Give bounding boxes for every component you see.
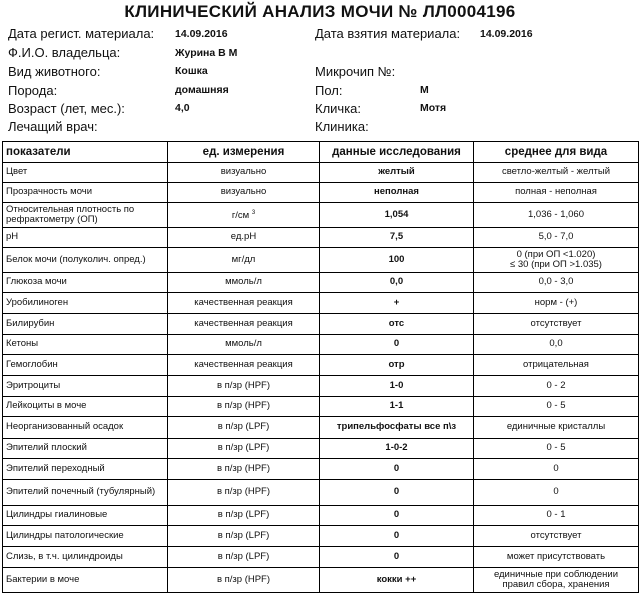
table-row <box>3 163 639 183</box>
unit-text: ммоль/л <box>225 276 262 288</box>
parameter-name: Цилиндры гиалиновые <box>3 506 168 526</box>
column-header-result: данные исследования <box>320 142 474 163</box>
table-row <box>3 376 639 397</box>
result-value: 1,054 <box>320 203 474 228</box>
species-value: Кошка <box>175 65 208 77</box>
unit-cell <box>168 376 320 397</box>
breed-label: Порода: <box>8 83 58 98</box>
reference-text: 0,0 <box>549 338 563 350</box>
clinic-label: Клиника: <box>315 119 369 134</box>
sex-value: М <box>420 84 429 96</box>
table-row <box>3 439 639 459</box>
result-value: кокки ++ <box>320 568 474 593</box>
result-value: 0 <box>320 506 474 526</box>
table-row <box>3 417 639 439</box>
unit-text: качественная реакция <box>194 358 293 370</box>
reference-text: полная - неполная <box>515 186 597 198</box>
unit-cell <box>168 314 320 335</box>
parameter-name: Уробилиноген <box>3 293 168 314</box>
parameter-name: Лейкоциты в моче <box>3 397 168 417</box>
reference-text: 0 - 5 <box>546 400 566 412</box>
result-value: 0 <box>320 526 474 547</box>
result-value: + <box>320 293 474 314</box>
parameter-name: Слизь, в т.ч. цилиндроиды <box>3 547 168 568</box>
unit-cell <box>168 248 320 273</box>
sex-label: Пол: <box>315 83 343 98</box>
unit-text: в п/зр (HPF) <box>216 462 271 474</box>
unit-cell <box>168 273 320 293</box>
parameter-name: Неорганизованный осадок <box>3 417 168 439</box>
reference-range <box>474 417 639 439</box>
unit-text: визуально <box>220 166 267 178</box>
parameter-name: Гемоглобин <box>3 355 168 376</box>
unit-text: в п/зр (HPF) <box>216 486 271 498</box>
parameter-name: Бактерии в моче <box>3 568 168 593</box>
unit-cell <box>168 163 320 183</box>
age-value: 4,0 <box>175 102 190 114</box>
column-header-unit: ед. измерения <box>168 142 320 163</box>
reference-text: 0 <box>553 462 559 474</box>
age-label: Возраст (лет, мес.): <box>8 101 125 116</box>
reference-text: 5,0 - 7,0 <box>538 231 574 243</box>
reference-range <box>474 355 639 376</box>
unit-cell <box>168 480 320 506</box>
reference-text: 0 <box>553 486 559 498</box>
table-row <box>3 335 639 355</box>
reference-text-second-line: ≤ 30 (при ОП >1.035) <box>510 259 602 270</box>
reference-text: 0 - 2 <box>546 379 566 391</box>
reference-range <box>474 480 639 506</box>
result-value: 0 <box>320 335 474 355</box>
breed-value: домашняя <box>175 84 229 96</box>
table-header-row <box>3 142 639 163</box>
unit-cell <box>168 335 320 355</box>
table-row <box>3 480 639 506</box>
unit-text: качественная реакция <box>194 296 293 308</box>
column-header-reference: среднее для вида <box>474 142 639 163</box>
reference-range <box>474 397 639 417</box>
parameter-name: Цвет <box>3 163 168 183</box>
reference-range <box>474 203 639 228</box>
reference-range <box>474 248 639 273</box>
table-row <box>3 203 639 228</box>
reference-text: отсутствует <box>530 317 582 329</box>
unit-text: ммоль/л <box>225 338 262 350</box>
unit-text: ед.pH <box>230 231 257 243</box>
unit-text: в п/зр (HPF) <box>216 573 271 585</box>
result-value: желтый <box>320 163 474 183</box>
unit-text: в п/зр (LPF) <box>217 509 270 521</box>
table-row <box>3 293 639 314</box>
reference-range <box>474 547 639 568</box>
sampling-date-value: 14.09.2016 <box>480 28 533 40</box>
column-header-parameter: показатели <box>3 142 168 163</box>
sampling-date-label: Дата взятия материала: <box>315 26 461 41</box>
table-row <box>3 248 639 273</box>
result-value: 0 <box>320 459 474 480</box>
unit-text: в п/зр (LPF) <box>217 442 270 454</box>
results-table <box>2 141 639 593</box>
result-value: 1-0-2 <box>320 439 474 459</box>
reference-range <box>474 183 639 203</box>
owner-label: Ф.И.О. владельца: <box>8 45 121 60</box>
table-row <box>3 526 639 547</box>
reference-range <box>474 314 639 335</box>
parameter-name: pH <box>3 228 168 248</box>
reference-range <box>474 506 639 526</box>
unit-text: в п/зр (HPF) <box>216 379 271 391</box>
reference-text: 0,0 - 3,0 <box>538 276 574 288</box>
nickname-value: Мотя <box>420 102 447 114</box>
unit-cell <box>168 568 320 593</box>
parameter-name: Билирубин <box>3 314 168 335</box>
unit-cell <box>168 439 320 459</box>
parameter-name: Эпителий плоский <box>3 439 168 459</box>
reference-text: единичные кристаллы <box>506 421 606 433</box>
owner-value: Журина В М <box>175 47 238 59</box>
reference-text: 1,036 - 1,060 <box>528 208 584 220</box>
registration-date-label: Дата регист. материала: <box>8 26 155 41</box>
table-row <box>3 568 639 593</box>
table-row <box>3 314 639 335</box>
parameter-name: Эпителий почечный (тубулярный) <box>3 480 168 506</box>
microchip-label: Микрочип №: <box>315 64 396 79</box>
result-value: 100 <box>320 248 474 273</box>
reference-range <box>474 439 639 459</box>
result-value: 0,0 <box>320 273 474 293</box>
unit-cell <box>168 183 320 203</box>
unit-cell <box>168 459 320 480</box>
reference-text: норм - (+) <box>534 296 578 308</box>
unit-cell <box>168 355 320 376</box>
table-row <box>3 183 639 203</box>
table-row <box>3 506 639 526</box>
parameter-name: Цилиндры патологические <box>3 526 168 547</box>
unit-text: в п/зр (LPF) <box>217 421 270 433</box>
unit-cell <box>168 228 320 248</box>
reference-range <box>474 526 639 547</box>
result-value: 0 <box>320 480 474 506</box>
report-title: КЛИНИЧЕСКИЙ АНАЛИЗ МОЧИ № ЛЛ0004196 <box>124 2 516 21</box>
table-row <box>3 273 639 293</box>
reference-text-second-line: правил сбора, хранения <box>502 579 610 590</box>
unit-cell <box>168 526 320 547</box>
unit-text: визуально <box>220 186 267 198</box>
unit-text: г/см <box>231 210 250 222</box>
reference-text: 0 - 1 <box>546 509 566 521</box>
unit-text: качественная реакция <box>194 317 293 329</box>
parameter-name: Прозрачность мочи <box>3 183 168 203</box>
table-row <box>3 228 639 248</box>
result-value: 1-1 <box>320 397 474 417</box>
unit-cell <box>168 547 320 568</box>
parameter-name: Эритроциты <box>3 376 168 397</box>
result-value: отр <box>320 355 474 376</box>
parameter-name: Кетоны <box>3 335 168 355</box>
reference-range <box>474 459 639 480</box>
unit-text: в п/зр (HPF) <box>216 400 271 412</box>
unit-text: в п/зр (LPF) <box>217 529 270 541</box>
parameter-name: Белок мочи (полуколич. опред.) <box>3 248 168 273</box>
unit-cell <box>168 506 320 526</box>
result-value: неполная <box>320 183 474 203</box>
unit-cell <box>168 203 320 228</box>
result-value: 7,5 <box>320 228 474 248</box>
table-row <box>3 547 639 568</box>
table-row <box>3 459 639 480</box>
table-row <box>3 397 639 417</box>
unit-cell <box>168 417 320 439</box>
parameter-name: Относительная плотность по рефрактометру (ОП) <box>3 203 168 228</box>
unit-cell <box>168 397 320 417</box>
registration-date-value: 14.09.2016 <box>175 28 228 40</box>
unit-cell <box>168 293 320 314</box>
result-value: отс <box>320 314 474 335</box>
parameter-name: Эпителий переходный <box>3 459 168 480</box>
reference-range <box>474 228 639 248</box>
table-row <box>3 355 639 376</box>
species-label: Вид животного: <box>8 64 101 79</box>
reference-text: светло-желтый - желтый <box>501 166 611 178</box>
unit-text: в п/зр (LPF) <box>217 550 270 562</box>
reference-text: 0 - 5 <box>546 442 566 454</box>
result-value: трипельфосфаты все п\з <box>320 417 474 439</box>
reference-range <box>474 376 639 397</box>
result-value: 0 <box>320 547 474 568</box>
reference-text: 0 (при ОП <1.020) <box>516 248 596 260</box>
unit-text: мг/дл <box>231 253 256 265</box>
doctor-label: Лечащий врач: <box>8 119 98 134</box>
reference-range <box>474 273 639 293</box>
reference-text: единичные при соблюдении <box>493 568 619 580</box>
reference-range <box>474 568 639 593</box>
reference-text: может присутствовать <box>506 550 606 562</box>
parameter-name: Глюкоза мочи <box>3 273 168 293</box>
nickname-label: Кличка: <box>315 101 362 116</box>
reference-range <box>474 335 639 355</box>
unit-superscript: 3 <box>251 210 256 217</box>
reference-text: отрицательная <box>523 358 589 370</box>
reference-range <box>474 163 639 183</box>
reference-text: отсутствует <box>530 529 582 541</box>
result-value: 1-0 <box>320 376 474 397</box>
reference-range <box>474 293 639 314</box>
